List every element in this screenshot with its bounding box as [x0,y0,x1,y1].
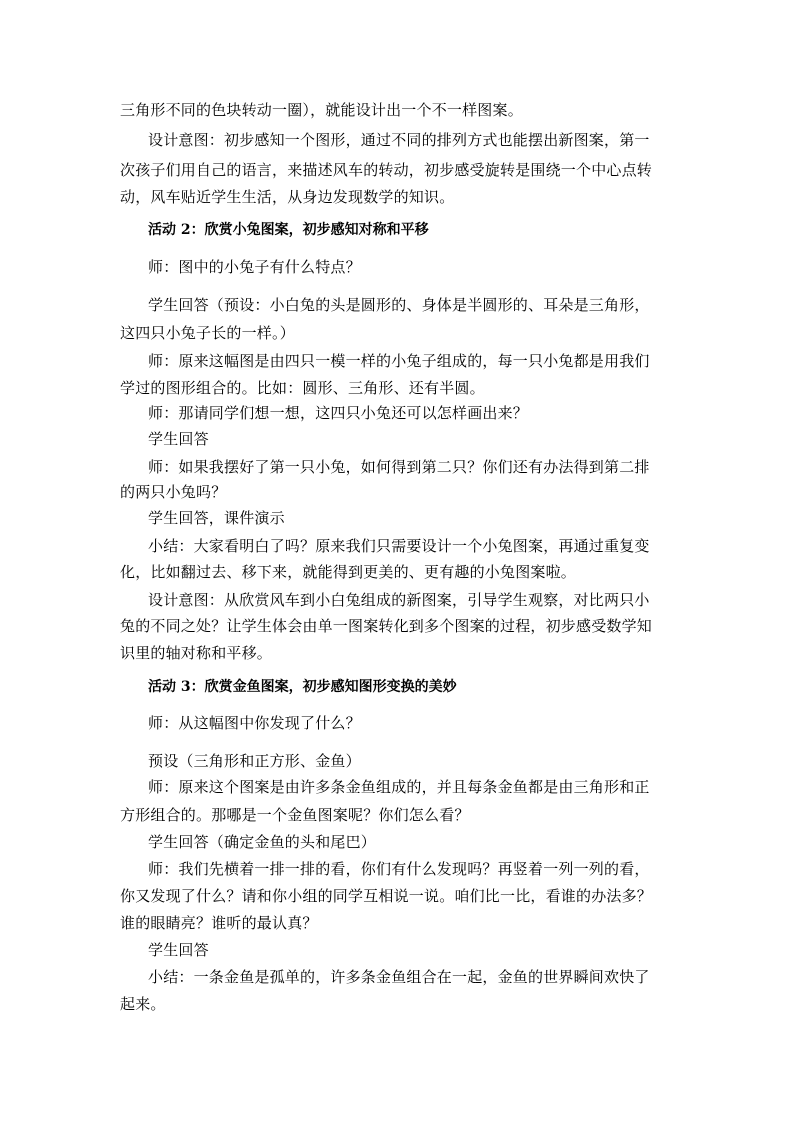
paragraph-line: 方形组合的。那哪是一个金鱼图案呢？你们怎么看？ [120,806,470,824]
paragraph-line: 小结：一条金鱼是孤单的，许多条金鱼组合在一起，金鱼的世界瞬间欢快了 [148,968,650,986]
paragraph-line: 预设（三角形和正方形、金鱼） [148,752,361,770]
paragraph-line: 你又发现了什么？请和你小组的同学互相说一说。咱们比一比，看谁的办法多？ [120,887,653,905]
paragraph-line: 设计意图：从欣赏风车到小白兔组成的新图案，引导学生观察，对比两只小 [148,591,650,609]
section-heading-activity-3: 活动 3：欣赏金鱼图案，初步感知图形变换的美妙 [148,679,457,695]
section-heading-activity-2: 活动 2：欣赏小兔图案，初步感知对称和平移 [148,222,429,238]
paragraph-line: 谁的眼睛亮？谁听的最认真？ [120,914,318,932]
paragraph-line: 师：那请同学们想一想，这四只小兔还可以怎样画出来？ [148,404,529,422]
paragraph-line: 学过的图形组合的。比如：圆形、三角形、还有半圆。 [120,379,485,397]
paragraph-line: 师：如果我摆好了第一只小兔，如何得到第二只？你们还有办法得到第二排 [148,458,650,476]
paragraph-line: 兔的不同之处？让学生体会由单一图案转化到多个图案的过程，初步感受数学知 [120,617,653,635]
paragraph-line: 动，风车贴近学生生活，从身边发现数学的知识。 [120,188,455,206]
paragraph-line: 的两只小兔吗？ [120,483,227,501]
paragraph-line: 师：原来这幅图是由四只一模一样的小兔子组成的，每一只小兔都是用我们 [148,352,650,370]
paragraph-line: 识里的轴对称和平移。 [120,644,273,662]
paragraph-line: 起来。 [120,995,166,1013]
paragraph-line: 师：原来这个图案是由许多条金鱼组成的，并且每条金鱼都是由三角形和正 [148,778,650,796]
paragraph-line: 师：图中的小兔子有什么特点？ [148,258,361,276]
paragraph-line: 化，比如翻过去、移下来，就能得到更美的、更有趣的小兔图案啦。 [120,563,577,581]
paragraph-line: 学生回答 [148,941,209,959]
paragraph-line: 师：从这幅图中你发现了什么？ [148,714,361,732]
paragraph-line: 学生回答（预设：小白兔的头是圆形的、身体是半圆形的、耳朵是三角形， [148,296,650,314]
paragraph-line: 设计意图：初步感知一个图形，通过不同的排列方式也能摆出新图案，第一 [148,131,650,149]
paragraph-line: 三角形不同的色块转动一圈），就能设计出一个不一样图案。 [120,101,523,119]
paragraph-line: 学生回答（确定金鱼的头和尾巴） [148,833,377,851]
paragraph-line: 次孩子们用自己的语言，来描述风车的转动，初步感受旋转是围绕一个中心点转 [120,161,653,179]
paragraph-line: 这四只小兔子长的一样。） [120,324,295,342]
paragraph-line: 小结：大家看明白了吗？原来我们只需要设计一个小兔图案，再通过重复变 [148,537,650,555]
paragraph-line: 学生回答 [148,430,209,448]
paragraph-line: 学生回答，课件演示 [148,509,285,527]
paragraph-line: 师：我们先横着一排一排的看，你们有什么发现吗？再竖着一列一列的看， [148,860,650,878]
